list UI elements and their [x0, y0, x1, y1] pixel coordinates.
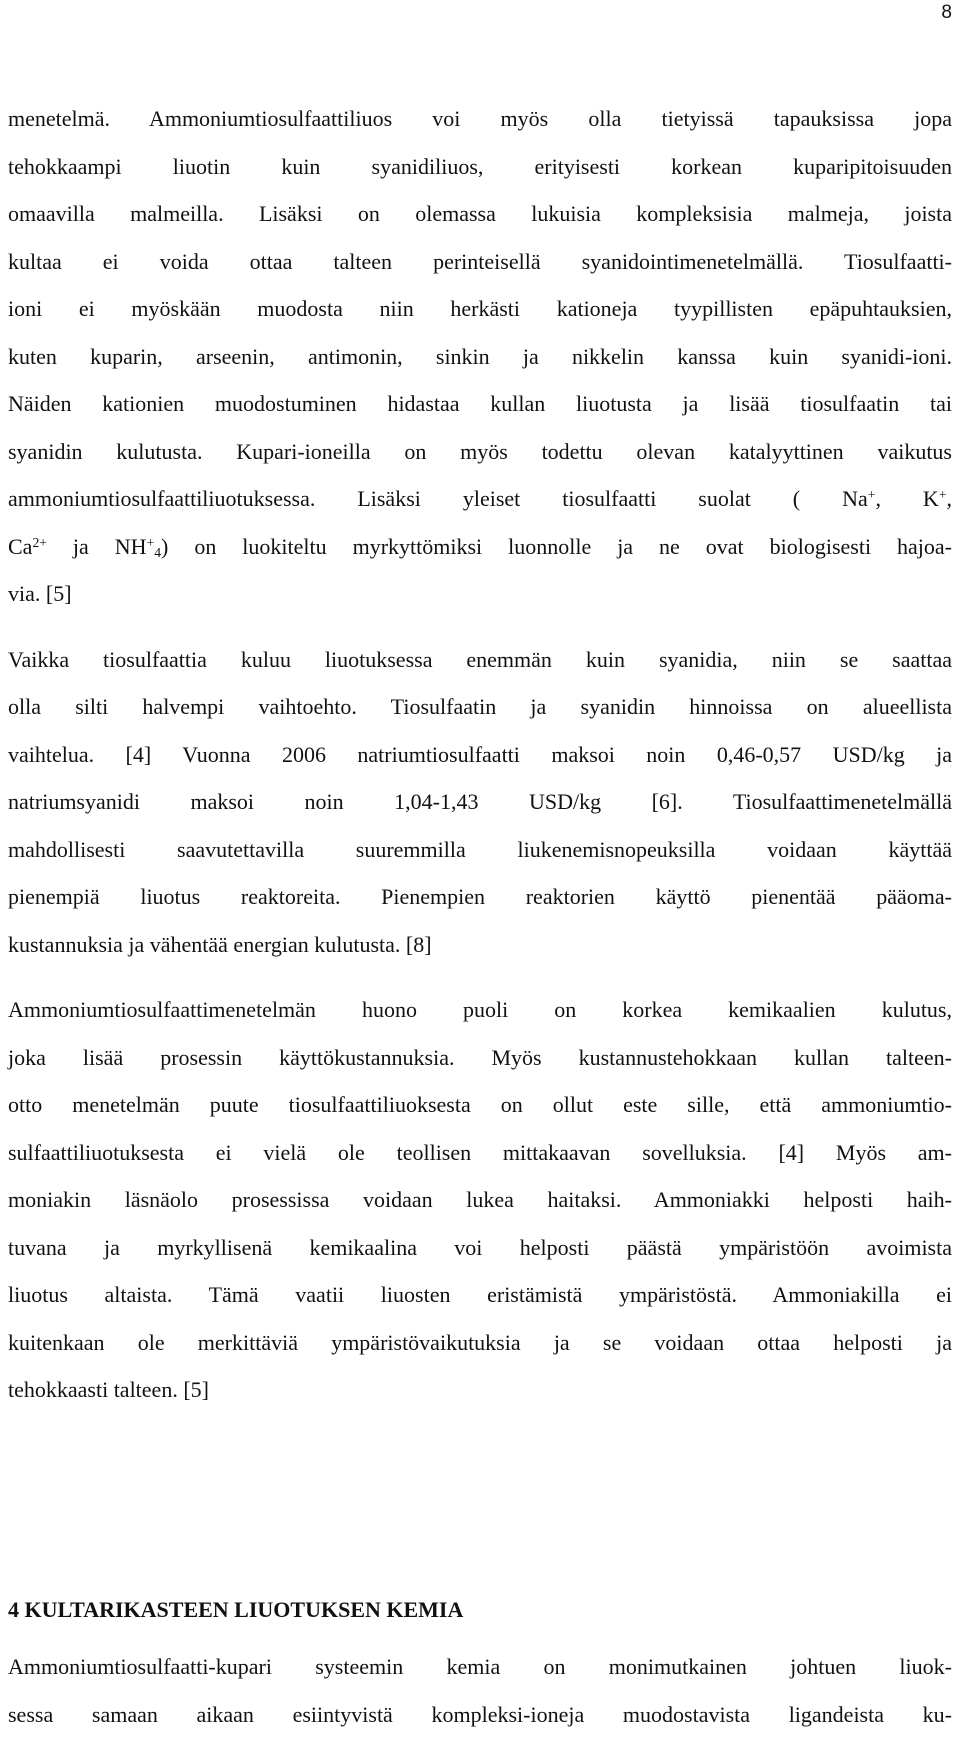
section-heading: 4 KULTARIKASTEEN LIUOTUKSEN KEMIA [8, 1597, 464, 1622]
text-line: pienempiä liuotus reaktoreita. Pienempien reaktorien käyttö pienentää pääoma- [8, 884, 952, 909]
text-line: mahdollisesti saavutettavilla suuremmilla liukenemisnopeuksilla voidaan käyttää [8, 837, 952, 862]
text-line: omaavilla malmeilla. Lisäksi on olemassa lukuisia kompleksisia malmeja, joista [8, 201, 952, 226]
text-line: moniakin läsnäolo prosessissa voidaan lukea haitaksi. Ammoniakki helposti haih- [8, 1187, 952, 1212]
text-line: Näiden kationien muodostuminen hidastaa kullan liuotusta ja lisää tiosulfaatin tai [8, 391, 952, 416]
text-segment: ammoniumtiosulfaattiliuotuksessa. Lisäksi yleiset tiosulfaatti suolat ( Na [8, 486, 868, 511]
text-line: menetelmä. Ammoniumtiosulfaattiliuos voi myös olla tietyissä tapauksissa jopa [8, 106, 952, 131]
text-line: via. [5] [8, 581, 72, 606]
text-line: natriumsyanidi maksoi noin 1,04-1,43 USD/kg [6]. Tiosulfaattimenetelmällä [8, 789, 952, 814]
text-line: sessa samaan aikaan esiintyvistä kompleksi-ioneja muodostavista ligandeista ku- [8, 1702, 952, 1727]
superscript: + [146, 534, 155, 550]
text-line: kultaa ei voida ottaa talteen perinteisellä syanidointimenetelmällä. Tiosulfaatti- [8, 249, 952, 274]
subscript: 4 [154, 545, 162, 561]
text-line: Vaikka tiosulfaattia kuluu liuotuksessa enemmän kuin syanidia, niin se saattaa [8, 647, 952, 672]
text-line: tehokkaasti talteen. [5] [8, 1377, 209, 1402]
text-line: sulfaattiliuotuksesta ei vielä ole teollisen mittakaavan sovelluksia. [4] Myös am- [8, 1140, 952, 1165]
text-line: vaihtelua. [4] Vuonna 2006 natriumtiosulfaatti maksoi noin 0,46-0,57 USD/kg ja [8, 742, 952, 767]
text-line [8, 532, 952, 562]
text-line: otto menetelmän puute tiosulfaattiliuoksesta on ollut este sille, että ammoniumtio- [8, 1092, 952, 1117]
text-segment: ja NH [46, 534, 147, 559]
text-line: joka lisää prosessin käyttökustannuksia. Myös kustannustehokkaan kullan talteen- [8, 1045, 952, 1070]
text-line: Ammoniumtiosulfaatti-kupari systeemin kemia on monimutkainen johtuen liuok- [8, 1654, 952, 1679]
text-line: tehokkaampi liuotin kuin syanidiliuos, erityisesti korkean kuparipitoisuuden [8, 154, 952, 179]
text-line: kustannuksia ja vähentää energian kulutusta. [8] [8, 932, 432, 957]
text-line: olla silti halvempi vaihtoehto. Tiosulfaatin ja syanidin hinnoissa on alueellista [8, 694, 952, 719]
text-segment: , K [875, 486, 939, 511]
superscript: 2+ [32, 534, 47, 550]
text-segment: Ca [8, 534, 33, 559]
text-line: syanidin kulutusta. Kupari-ioneilla on myös todettu olevan katalyyttinen vaikutus [8, 439, 952, 464]
superscript: + [867, 486, 876, 502]
text-line: liuotus altaista. Tämä vaatii liuosten eristämistä ympäristöstä. Ammoniakilla ei [8, 1282, 952, 1307]
superscript: + [938, 486, 947, 502]
text-line: Ammoniumtiosulfaattimenetelmän huono puoli on korkea kemikaalien kulutus, [8, 997, 952, 1022]
text-line [8, 484, 952, 514]
page-number: 8 [941, 2, 952, 23]
text-segment: , [946, 486, 952, 511]
text-segment: ) on luokiteltu myrkyttömiksi luonnolle ja ne ovat biologisesti hajoa- [161, 534, 952, 559]
text-line: tuvana ja myrkyllisenä kemikaalina voi helposti päästä ympäristöön avoimista [8, 1235, 952, 1260]
text-line: kuten kuparin, arseenin, antimonin, sinkin ja nikkelin kanssa kuin syanidi-ioni. [8, 344, 952, 369]
text-line: ioni ei myöskään muodosta niin herkästi kationeja tyypillisten epäpuhtauksien, [8, 296, 952, 321]
text-line: kuitenkaan ole merkittäviä ympäristövaikutuksia ja se voidaan ottaa helposti ja [8, 1330, 952, 1355]
